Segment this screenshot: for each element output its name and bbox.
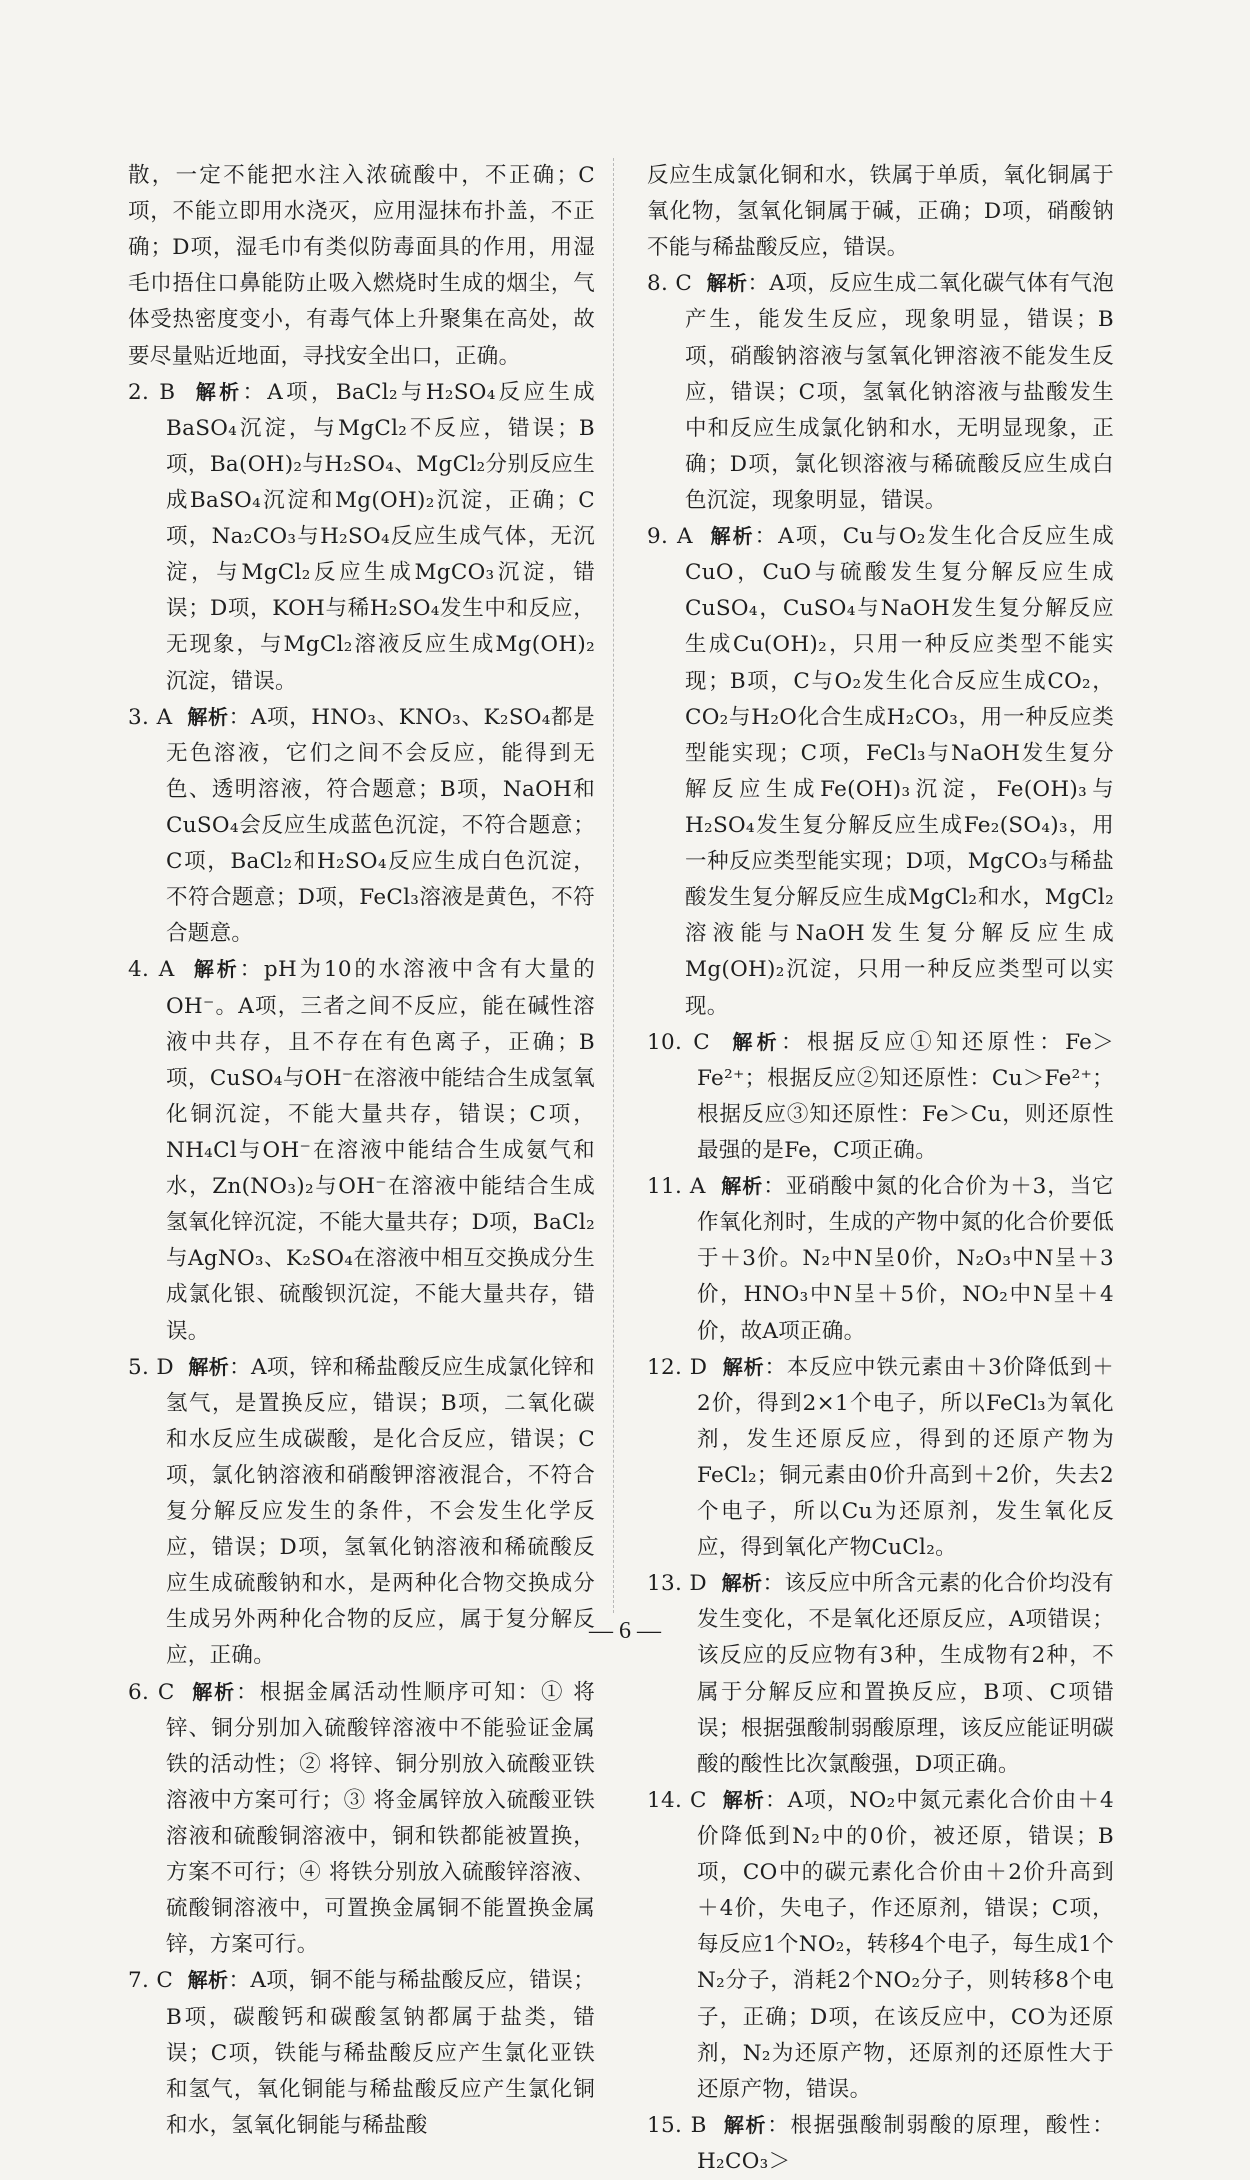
answer-item-11 xyxy=(647,1169,1114,1350)
answer-item-10 xyxy=(647,1025,1114,1169)
analysis-label: 解析 xyxy=(721,1571,763,1596)
analysis-label: 解析 xyxy=(193,957,240,982)
right-intro-paragraph: 反应生成氯化铜和水，铁属于单质，氧化铜属于氧化物，氢氧化铜属于碱，正确；D项，硝酸钠不能与稀盐酸反应，错误。 xyxy=(647,163,1114,261)
item-text: ：亚硝酸中氮的化合价为＋3，当它作氧化剂时，生成的产物中氮的化合价要低于＋3价。N₂中N呈0价，N₂O₃中N呈＋3价，HNO₃中N呈＋5价，NO₂中N呈＋4价，故A项正确。 xyxy=(697,1174,1114,1344)
item-text: ：A项，反应生成二氧化碳气体有气泡产生，能发生反应，现象明显，错误；B项，硝酸钠溶液与氢氧化钾溶液不能发生反应，错误；C项，氢氧化钠溶液与盐酸发生中和反应生成氯化钠和水，无明显现象，正确；D项，氯化钡溶液与稀硫酸反应生成白色沉淀，现象明显，错误。 xyxy=(685,271,1114,513)
item-text: ：根据金属活动性顺序可知：① 将锌、铜分别加入硫酸锌溶液中不能验证金属铁的活动性；② 将锌、铜分别放入硫酸亚铁溶液中方案可行；③ 将金属锌放入硫酸亚铁溶液和硫酸铜溶液中，铜和铁都能被置换，方案不可行；④ 将铁分别放入硫酸锌溶液、硫酸铜溶液中，可置换金属铜不能置换金属锌，方案可行。 xyxy=(166,1679,596,1958)
analysis-label: 解析 xyxy=(722,1787,766,1812)
answer-item-13 xyxy=(647,1566,1114,1783)
item-text: ：A项，BaCl₂与H₂SO₄反应生成BaSO₄沉淀，与MgCl₂不反应，错误；B项，Ba(OH)₂与H₂SO₄、MgCl₂分别反应生成BaSO₄沉淀和Mg(OH)₂沉淀，正确；C项，Na₂CO₃与H₂SO₄反应生成气体，无沉淀，与MgCl₂反应生成MgCO₃沉淀，错误；D项，KOH与稀H₂SO₄发生中和反应，无现象，与MgCl₂溶液反应生成Mg(OH)₂沉淀，错误。 xyxy=(166,379,595,694)
item-number: 8. C xyxy=(647,271,693,297)
item-text: ：该反应中所含元素的化合价均没有发生变化，不是氧化还原反应，A项错误；该反应的反应物有3种，生成物有2种，不属于分解反应和置换反应，B项、C项错误；根据强酸制弱酸原理，该反应能证明碳酸的酸性比次氯酸强，D项正确。 xyxy=(697,1571,1114,1777)
page-number: — 6 — xyxy=(589,1618,661,1644)
analysis-label: 解析 xyxy=(710,524,755,549)
analysis-label: 解析 xyxy=(187,704,229,729)
item-number: 4. A xyxy=(128,957,175,983)
item-number: 15. B xyxy=(647,2112,707,2138)
item-text: ：本反应中铁元素由＋3价降低到＋2价，得到2×1个电子，所以FeCl₃为氧化剂，发生还原反应，得到的还原产物为FeCl₂；铜元素由0价升高到＋2价，失去2个电子，所以Cu为还原剂，发生氧化反应，得到氧化产物CuCl₂。 xyxy=(697,1354,1114,1561)
answer-item-15 xyxy=(647,2108,1114,2180)
item-number: 12. D xyxy=(647,1354,708,1380)
right-column xyxy=(647,158,1114,2180)
item-text: ：A项，HNO₃、KNO₃、K₂SO₄都是无色溶液，它们之间不会反应，能得到无色、透明溶液，符合题意；B项，NaOH和CuSO₄会反应生成蓝色沉淀，不符合题意；C项，BaCl₂和H₂SO₄反应生成白色沉淀，不符合题意；D项，FeCl₃溶液是黄色，不符合题意。 xyxy=(166,704,595,947)
item-text: ：根据强酸制弱酸的原理，酸性：H₂CO₃＞ xyxy=(697,2112,1114,2175)
item-text: ：A项，铜不能与稀盐酸反应，错误；B项，碳酸钙和碳酸氢钠都属于盐类，错误；C项，铁能与稀盐酸反应产生氯化亚铁和氢气，氧化铜能与稀盐酸反应产生氯化铜和水，氢氧化铜能与稀盐酸 xyxy=(166,1968,595,2138)
answer-item-12 xyxy=(647,1350,1114,1567)
analysis-label: 解析 xyxy=(723,2112,768,2137)
analysis-label: 解析 xyxy=(722,1354,765,1379)
left-column xyxy=(128,158,595,2144)
answer-item-7 xyxy=(128,1963,595,2144)
answer-item-14 xyxy=(647,1783,1114,2108)
left-intro-paragraph: 散，一定不能把水注入浓硫酸中，不正确；C项，不能立即用水浇灭，应用湿抹布扑盖，不正确；D项，湿毛巾有类似防毒面具的作用，用湿毛巾捂住口鼻能防止吸入燃烧时生成的烟尘，气体受热密度变小，有毒气体上升聚集在高处，故要尽量贴近地面，寻找安全出口，正确。 xyxy=(128,163,595,369)
analysis-label: 解析 xyxy=(188,1354,230,1379)
analysis-label: 解析 xyxy=(721,1174,764,1199)
analysis-label: 解析 xyxy=(195,379,243,404)
item-number: 14. C xyxy=(647,1787,707,1813)
item-text: ：A项，锌和稀盐酸反应生成氯化锌和氢气，是置换反应，错误；B项，二氧化碳和水反应生成碳酸，是化合反应，错误；C项，氯化钠溶液和硝酸钾溶液混合，不符合复分解反应发生的条件，不会发生化学反应，错误；D项，氢氧化钠溶液和稀硫酸反应生成硫酸钠和水，是两种化合物交换成分生成另外两种化合物的反应，属于复分解反应，正确。 xyxy=(166,1354,595,1669)
item-text: ：A项，NO₂中氮元素化合价由＋4价降低到N₂中的0价，被还原，错误；B项，CO中的碳元素化合价由＋2价升高到＋4价，失电子，作还原剂，错误；C项，每反应1个NO₂，转移4个电子，每生成1个N₂分子，消耗2个NO₂分子，则转移8个电子，正确；D项，在该反应中，CO为还原剂，N₂为还原产物，还原剂的还原性大于还原产物，错误。 xyxy=(697,1787,1114,2102)
item-number: 9. A xyxy=(647,524,693,550)
item-number: 2. B xyxy=(128,379,176,405)
analysis-label: 解析 xyxy=(732,1029,782,1054)
item-number: 3. A xyxy=(128,704,173,730)
answer-item-9 xyxy=(647,519,1114,1025)
answer-item-6 xyxy=(128,1675,595,1964)
item-number: 10. C xyxy=(647,1029,711,1055)
answer-item-8 xyxy=(647,266,1114,519)
answer-item-4 xyxy=(128,952,595,1349)
item-number: 6. C xyxy=(128,1679,175,1705)
column-divider xyxy=(613,158,614,1613)
analysis-label: 解析 xyxy=(706,271,748,296)
item-text: ：根据反应①知还原性：Fe＞Fe²⁺；根据反应②知还原性：Cu＞Fe²⁺；根据反应③知还原性：Fe＞Cu，则还原性最强的是Fe，C项正确。 xyxy=(697,1029,1114,1163)
item-number: 11. A xyxy=(647,1174,706,1200)
item-text: ：A项，Cu与O₂发生化合反应生成CuO，CuO与硫酸发生复分解反应生成CuSO₄，CuSO₄与NaOH发生复分解反应生成Cu(OH)₂，只用一种反应类型不能实现；B项，C与O₂发生化合反应生成CO₂，CO₂与H₂O化合生成H₂CO₃，用一种反应类型能实现；C项，FeCl₃与NaOH发生复分解反应生成Fe(OH)₃沉淀，Fe(OH)₃与H₂SO₄发生复分解反应生成Fe₂(SO₄)₃，用一种反应类型能实现；D项，MgCO₃与稀盐酸发生复分解反应生成MgCl₂和水，MgCl₂溶液能与NaOH发生复分解反应生成Mg(OH)₂沉淀，只用一种反应类型可以实现。 xyxy=(685,524,1114,1019)
item-text: ：pH为10的水溶液中含有大量的OH⁻。A项，三者之间不反应，能在碱性溶液中共存，且不存在有色离子，正确；B项，CuSO₄与OH⁻在溶液中能结合生成氢氧化铜沉淀，不能大量共存，错误；C项，NH₄Cl与OH⁻在溶液中能结合生成氨气和水，Zn(NO₃)₂与OH⁻在溶液中能结合生成氢氧化锌沉淀，不能大量共存；D项，BaCl₂与AgNO₃、K₂SO₄在溶液中相互交换成分生成氯化银、硫酸钡沉淀，不能大量共存，错误。 xyxy=(166,957,595,1344)
analysis-label: 解析 xyxy=(187,1968,229,1993)
item-number: 7. C xyxy=(128,1968,174,1994)
item-number: 5. D xyxy=(128,1354,174,1380)
answer-item-3 xyxy=(128,700,595,953)
answer-item-2 xyxy=(128,375,595,700)
item-number: 13. D xyxy=(647,1571,707,1597)
analysis-label: 解析 xyxy=(192,1679,237,1704)
